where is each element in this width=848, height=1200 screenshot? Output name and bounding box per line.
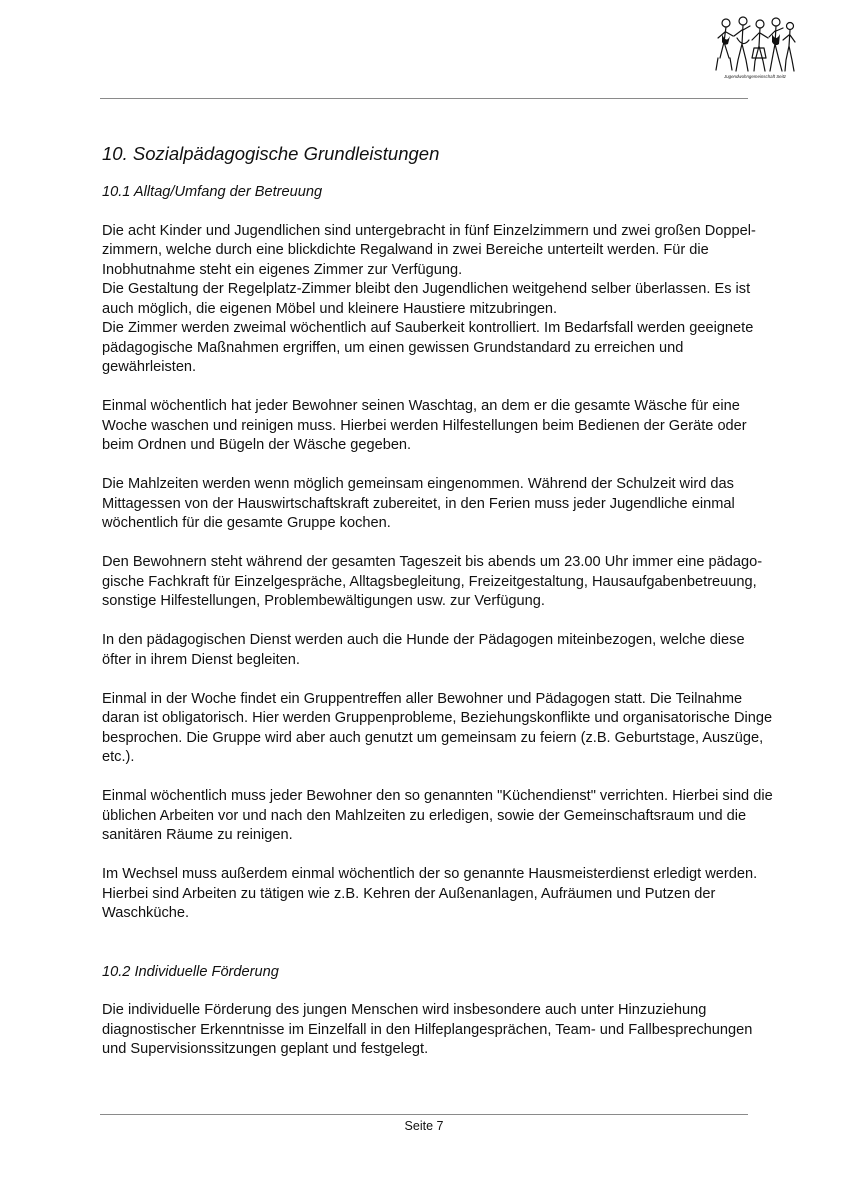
text-line: Einmal in der Woche findet ein Gruppentreffen aller Bewohner und Pädagogen statt. Die Teilnahme [102,690,743,707]
paragraph [102,631,748,670]
text-line: sonstige Hilfestellungen, Problembewältigungen usw. zur Verfügung. [102,593,545,609]
text-line: Mittagessen von der Hauswirtschaftskraft zubereitet, in den Ferien muss jeder Jugendliche einmal [102,495,735,512]
text-line: und Supervisionssitzungen geplant und festgelegt. [102,1041,429,1057]
paragraph [102,475,748,534]
group-figures-logo-icon [712,14,798,76]
text-line: öfter in ihrem Dienst begleiten. [102,651,300,668]
text-line: gische Fachkraft für Einzelgespräche, Alltagsbegleitung, Freizeitgestaltung, Hausaufgabenbetreuung, [102,573,757,590]
text-line: zimmern, welche durch eine blickdichte Regalwand in zwei Bereiche unterteilt werden. Für die [102,242,709,258]
paragraph [102,690,773,768]
text-line: diagnostischer Erkenntnisse im Einzelfall in den Hilfeplangesprächen, Team- und Fallbesprechungen [102,1021,753,1038]
paragraph [102,865,758,924]
text-line: beim Ordnen und Bügeln der Wäsche gegeben. [102,437,412,453]
document-body [102,142,773,1060]
text-line: Einmal wöchentlich hat jeder Bewohner seinen Waschtag, an dem er die gesamte Wäsche für eine [102,398,740,414]
subsection-alltag-body [102,222,773,924]
text-line: sanitären Räume zu reinigen. [102,827,293,843]
text-line: auch möglich, die eigenen Möbel und kleinere Haustiere mitzubringen. [102,300,558,317]
section-title: 10. Sozialpädagogische Grundleistungen [102,143,440,164]
paragraph [102,397,748,456]
subsection-title-alltag: 10.1 Alltag/Umfang der Betreuung [102,184,323,200]
footer-divider [100,1114,748,1115]
text-line: etc.). [102,749,135,765]
text-line: Die individuelle Förderung des jungen Menschen wird insbesondere auch unter Hinzuziehung [102,1002,707,1018]
paragraph [102,553,763,612]
text-line: wöchentlich für die gesamte Gruppe kochen. [102,515,391,531]
text-line: Im Wechsel muss außerdem einmal wöchentlich der so genannte Hausmeisterdienst erledigt werden. [102,866,758,882]
text-line: Die acht Kinder und Jugendlichen sind untergebracht in fünf Einzelzimmern und zwei großen Doppel- [102,222,756,239]
text-line: Die Gestaltung der Regelplatz-Zimmer bleibt den Jugendlichen weitgehend selber überlassen. Es ist [102,281,751,297]
text-line: Waschküche. [102,905,190,921]
text-line: In den pädagogischen Dienst werden auch die Hunde der Pädagogen miteinbezogen, welche diese [102,632,745,648]
header-divider [100,98,748,99]
text-line: daran ist obligatorisch. Hier werden Gruppenprobleme, Beziehungskonflikte und organisatorische Dinge [102,710,773,726]
paragraph [102,222,756,281]
text-line: Die Mahlzeiten werden wenn möglich gemeinsam eingenommen. Während der Schulzeit wird das [102,476,734,492]
page-number: Seite 7 [404,1119,444,1133]
text-line: Inobhutnahme steht ein eigenes Zimmer zur Verfügung. [102,261,463,278]
organization-logo [712,14,798,86]
text-line: gewährleisten. [102,359,197,375]
text-line: Die Zimmer werden zweimal wöchentlich auf Sauberkeit kontrolliert. Im Bedarfsfall werden geeignete [102,320,754,336]
paragraph [102,280,751,319]
subsection-foerderung-body [102,1001,753,1060]
text-line: Den Bewohnern steht während der gesamten Tageszeit bis abends um 23.00 Uhr immer eine pädago- [102,554,763,570]
paragraph [102,1001,753,1060]
text-line: üblichen Arbeiten vor und nach den Mahlzeiten zu erledigen, sowie der Gemeinschaftsraum und die [102,807,747,824]
logo-caption: Jugendwohngemeinschaft Seitz [724,74,786,79]
text-line: besprochen. Die Gruppe wird aber auch genutzt um gemeinsam zu feiern (z.B. Geburtstage, Auszüge, [102,729,764,746]
subsection-title-foerderung: 10.2 Individuelle Förderung [102,963,279,980]
text-line: Hierbei sind Arbeiten zu tätigen wie z.B. Kehren der Außenanlagen, Aufräumen und Putzen der [102,885,716,902]
paragraph [102,787,773,846]
text-line: pädagogische Maßnahmen ergriffen, um einen gewissen Grundstandard zu erreichen und [102,339,684,356]
text-line: Einmal wöchentlich muss jeder Bewohner den so genannten "Küchendienst" verrichten. Hierbei sind die [102,788,773,804]
paragraph [102,319,754,378]
text-line: Woche waschen und reinigen muss. Hierbei werden Hilfestellungen beim Bedienen der Geräte oder [102,417,747,434]
